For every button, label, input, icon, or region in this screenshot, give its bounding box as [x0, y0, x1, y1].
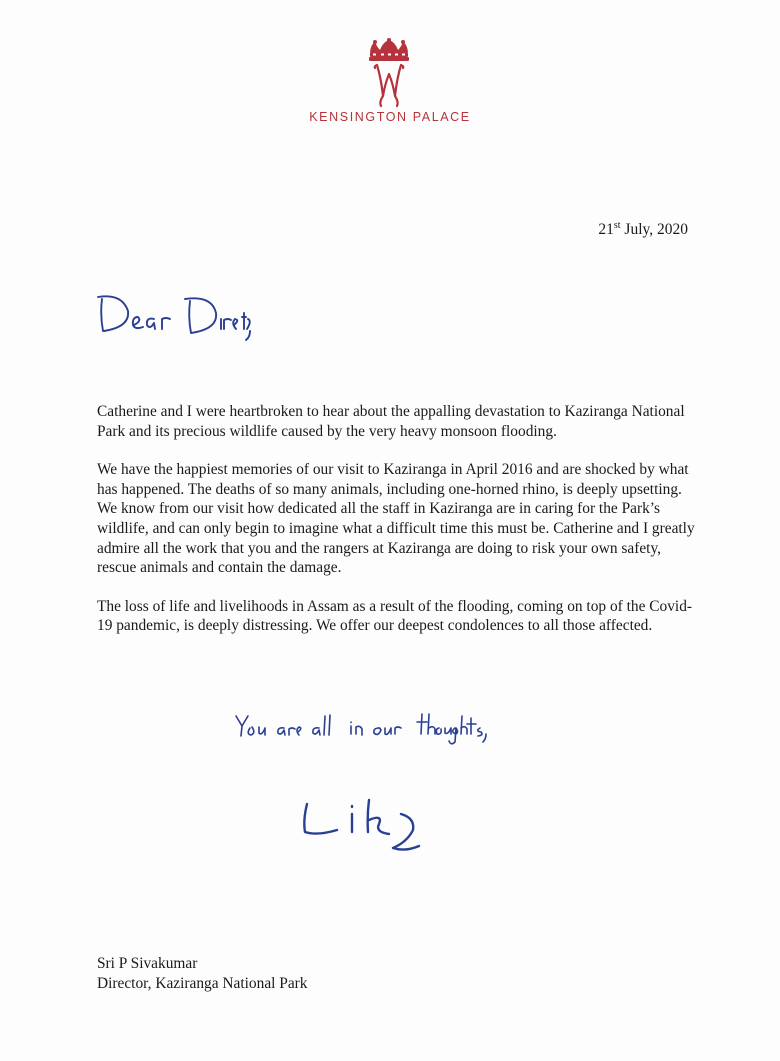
addressee-title: Director, Kaziranga National Park [97, 975, 308, 992]
crest-icon [361, 38, 417, 110]
addressee-block [97, 954, 308, 994]
handwritten-signature [297, 790, 447, 858]
date-day: 21 [598, 221, 614, 238]
letter-date [598, 221, 688, 239]
handwritten-salutation [94, 287, 254, 341]
body-paragraph: The loss of life and livelihoods in Assam as a result of the flooding, coming on top of the Covid-19 pandemic, is deeply distressing. We offer our deepest condolences to all those affected. [97, 597, 693, 635]
addressee-name: Sri P Sivakumar [97, 955, 198, 972]
date-rest: July, 2020 [620, 221, 688, 238]
handwritten-closing [232, 706, 502, 752]
date-suffix: st [613, 220, 621, 231]
body-paragraph: We have the happiest memories of our visit to Kaziranga in April 2016 and are shocked by what has happened. The deaths of so many animals, including one-horned rhino, is deeply upsetting. We know from our visit how dedicated all the staff in Kaziranga are in caring for the Park’s wildlife, and can only begin to imagine what a difficult time this must be. Catherine and I greatly admire all the work that you and the rangers at Kaziranga are doing to risk your own safety, rescue animals and contain the damage. [97, 461, 695, 577]
body-paragraph: Catherine and I were heartbroken to hear about the appalling devastation to Kaziranga National Park and its precious wildlife caused by the very heavy monsoon flooding. [97, 403, 685, 440]
letterhead-name: KENSINGTON PALACE [309, 110, 471, 124]
letter-body [97, 402, 697, 655]
